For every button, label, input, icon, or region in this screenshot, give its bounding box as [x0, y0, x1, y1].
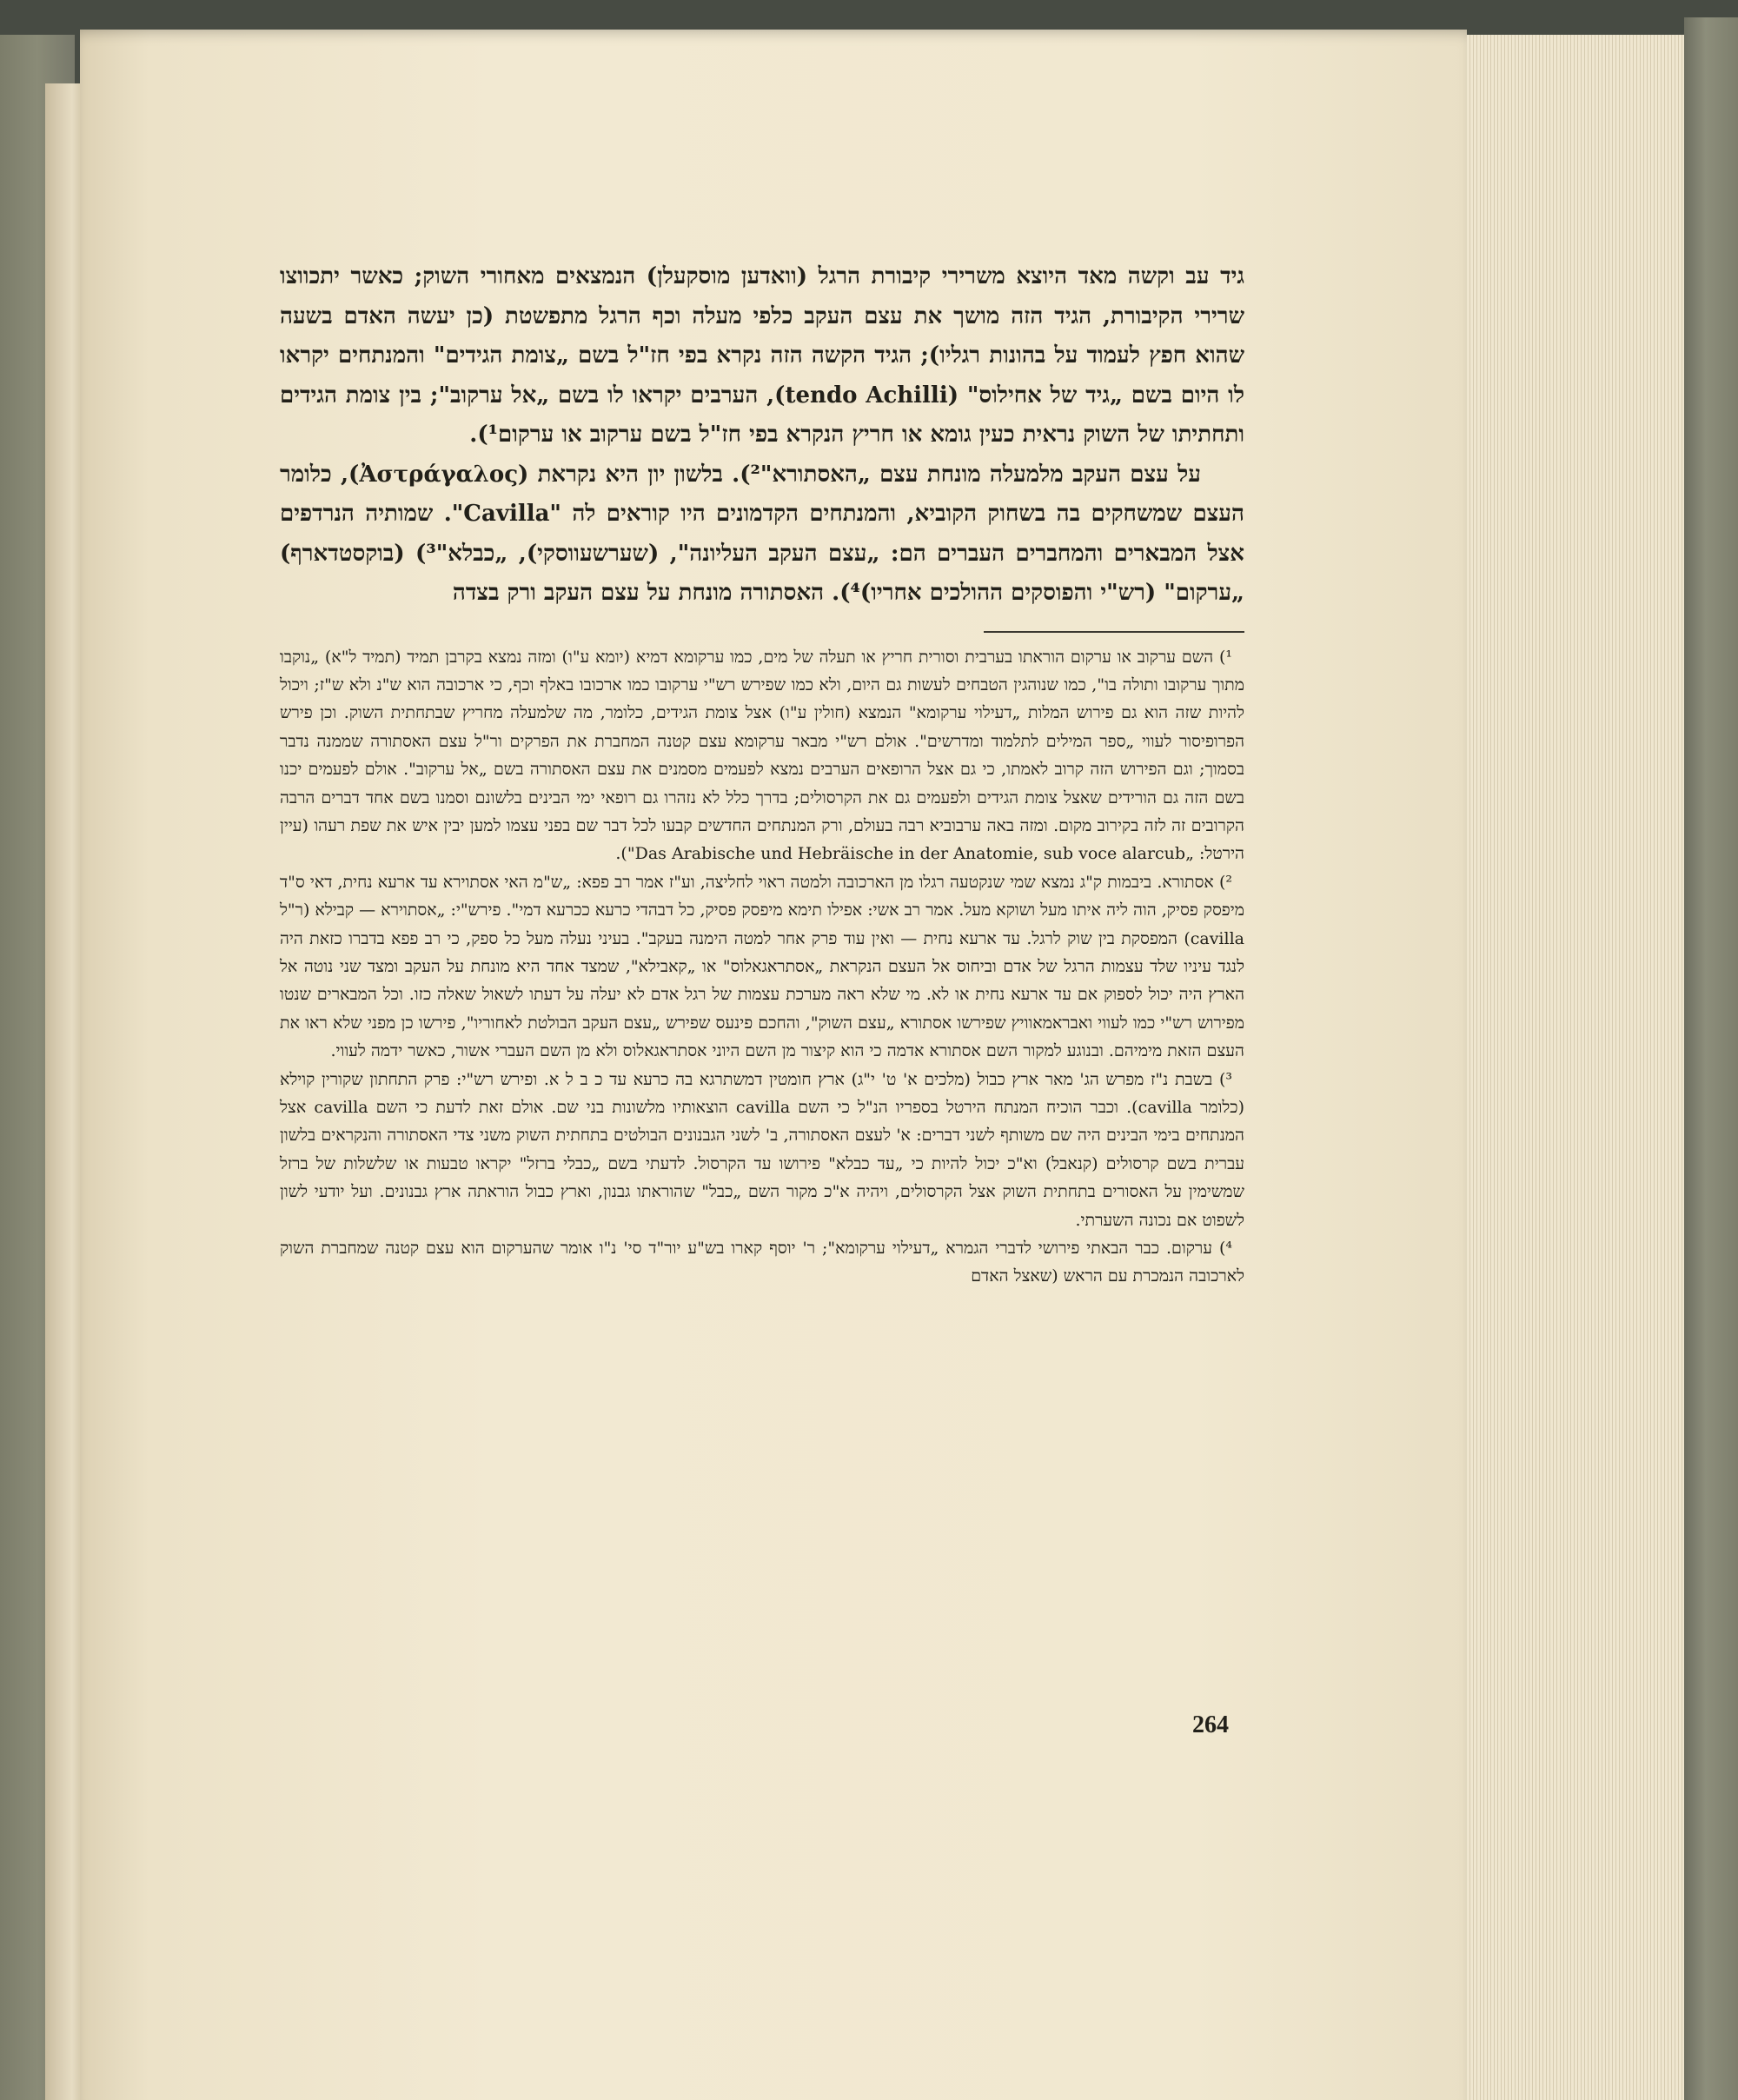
footnote-1: ¹) השם ערקוב או ערקום הוראתו בערבית וסורית חריץ או תעלה של מים, כמו ערקומא דמיא (יומא ע"ו) ומזה נמצא בקרבן תמיד (תמיד ל"א) „נוקבו מתוך ערקובו ותולה בו", כמו שנוהגין הטבחים לעשות גם היום, ולא כמו שפירש רש"י ערקובו כמו ארכובו באלף וכף, כי ארכובה הוא ש"נ ולא ש"ז; ויכול להיות שזה הוא גם פירוש המלות „דעילוי ערקומא" הנמצא (חולין ע"ו) אצל צומת הגידים, כלומר, מה שלמעלה מחריץ שבתחתית השוק. וכן פירש הפרופיסור לעווי „ספר המילים לתלמוד ומדרשים". אולם רש"י מבאר ערקומא עצם קטנה המחברת את הפרקים ור"ל עצם האסתורה שממנה נדבר בסמוך; וגם הפירוש הזה קרוב לאמתו, כי גם אצל הרופאים הערבים נמצא לפעמים מסמנים את עצם האסתורה בשם „אל ערקוב". אולם לפעמים יכנו בשם הזה גם הורידים שאצל צומת הגידים ולפעמים גם את הקרסולים; בדרך כלל לא נזהרו גם רופאי ימי הבינים בלשונם וסמנו בשם אחד דברים הרבה הקרובים זה לזה בקירוב מקום. ומזה באה ערבוביא רבה בעולם, ורק המנתחים החדשים קבעו לכל דבר שם בפני עצמו למען יבין איש את שפת רעהו (עיין הירטל: „Das Arabische und Hebräische in der Anatomie, sub voce alarcub"). [280, 647, 1244, 864]
main-paragraph-1: גיד עב וקשה מאד היוצא משרירי קיבורת הרגל (וואדען מוסקעלן) הנמצאים מאחורי השוק; כאשר יתכווצו שרירי הקיבורת, הגיד הזה מושך את עצם העקב כלפי מעלה וכף הרגל מתפשטת (כן יעשה האדם בשעה שהוא חפץ לעמוד על בהונות רגליו); הגיד הקשה הזה נקרא בפי חז"ל בשם „צומת הגידים" והמנתחים יקראו לו היום בשם „גיד של אחילוס" (tendo Achilli), הערבים יקראו לו בשם „אל ערקוב"; בין צומת הגידים ותחתיתו של השוק נראית כעין גומא או חריץ הנקרא בפי חז"ל בשם ערקוב או ערקום¹). [280, 263, 1244, 448]
main-text [280, 257, 1244, 614]
page-block-edges [1460, 35, 1702, 2100]
book-page [80, 30, 1467, 2100]
footnotes [280, 643, 1244, 1291]
facing-page-edge [45, 83, 83, 2100]
footnote-separator [984, 631, 1244, 633]
footnote-2: ²) אסתורא. ביבמות ק"ג נמצא שמי שנקטעה רגלו מן הארכובה ולמטה ראוי לחליצה, וע"ז אמר רב פפא: „ש"מ האי אסתוירא עד ארעא נחית, דאי ס"ד מיפסק פסיק, הוה ליה איתו מעל ושוקא מעל. אמר רב אשי: אפילו תימא מיפסק פסיק, כל דבהדי כרעא ככרעא דמי". פירש"י: „אסתוירא — קבילא (ר"ל cavilla) המפסקת בין שוק לרגל. עד ארעא נחית — ואין עוד פרק אחר למטה הימנה בעקב". בעיני נעלה מעל כל ספק, כי רב פפא בדברו כזאת היה לנגד עיניו שלד עצמות הרגל של אדם וביחוס אל העצם הנקראת „אסתראגאלוס" או „קאבילא", שמצד אחד היא מונחת על העקב ומצד שני נוטה אל הארץ היה יכול לספוק אם עד ארעא נחית או לא. מי שלא ראה מערכת עצמות של רגל אדם לא יעלה על דעתו לשאול שאלה כזו. וכל המבארים שנטו מפירוש רש"י כמו לעווי ואבראמאוויץ שפירשו אסתורא „עצם השוק", והחכם פינעס שפירש „עצם העקב הבולטת לאחוריו", פירשו כן מפני שלא ראו את העצם הזאת מימיהם. ובנוגע למקור השם אסתורא אדמה כי הוא קיצור מן השם היוני אסתראגאלוס ולא מן השם העברי אשור, כאשר ידמה לעווי. [280, 872, 1244, 1061]
footnote-3: ³) בשבת נ"ז מפרש הג' מאר ארץ כבול (מלכים א' ט' י"ג) ארץ חומטין דמשתרגא בה כרעא עד כ ב ל א. ופירש רש"י: פרק התחתון שקורין קוילא (כלומר cavilla). וכבר הוכיח המנתח הירטל בספריו הנ"ל כי השם cavilla הוצאותיו מלשונות בני שם. אולם זאת לדעת כי השם cavilla אצל המנתחים בימי הבינים היה שם משותף לשני דברים: א' לעצם האסתורה, ב' לשני הגבנונים הבולטים בתחתית השוק משני צדי האסתורה והנקראים בלשון עברית בשם קרסולים (קנאבל) וא"כ יכול להיות כי „עד כבלא" פירושו עד הקרסול. לדעתי בשם „כבלי ברזל" יקראו טבעות או שלשלות של ברזל שמשימין על האסורים בתחתית השוק אצל הקרסולים, ויהיה א"כ מקור השם „כבל" שהוראתו גבנון, וארץ כבול הוראתה ארץ גבנונים. ועל יודעי לשון לשפוט אם נכונה השערתי. [280, 1069, 1244, 1230]
footnote-4: ⁴) ערקום. כבר הבאתי פירושי לדברי הגמרא „דעילוי ערקומא"; ר' יוסף קארו בש"ע יור"ד סי' נ"ו אומר שהערקום הוא עצם קטנה שמחברת השוק לארכובה הנמכרת עם הראש (שאצל האדם [280, 1239, 1244, 1286]
page-content [280, 257, 1244, 1291]
page-number: 264 [1192, 1711, 1229, 1738]
main-paragraph-2: על עצם העקב מלמעלה מונחת עצם „האסתורא"²). בלשון יון היא נקראת (Ἀστράγαλος), כלומר העצם שמשחקים בה בשחוק הקוביא, והמנתחים הקדמונים היו קוראים לה "Cavilla". שמותיה הנרדפים אצל המבארים והמחברים העברים הם: „עצם העקב העליונה", (שערשעווסקי), „כבלא"³) (בוקסטדארף) „ערקום" (רש"י והפוסקים ההולכים אחריו)⁴). האסתורה מונחת על עצם העקב ורק בצדה [280, 461, 1244, 606]
book-cover-right [1684, 17, 1738, 2100]
